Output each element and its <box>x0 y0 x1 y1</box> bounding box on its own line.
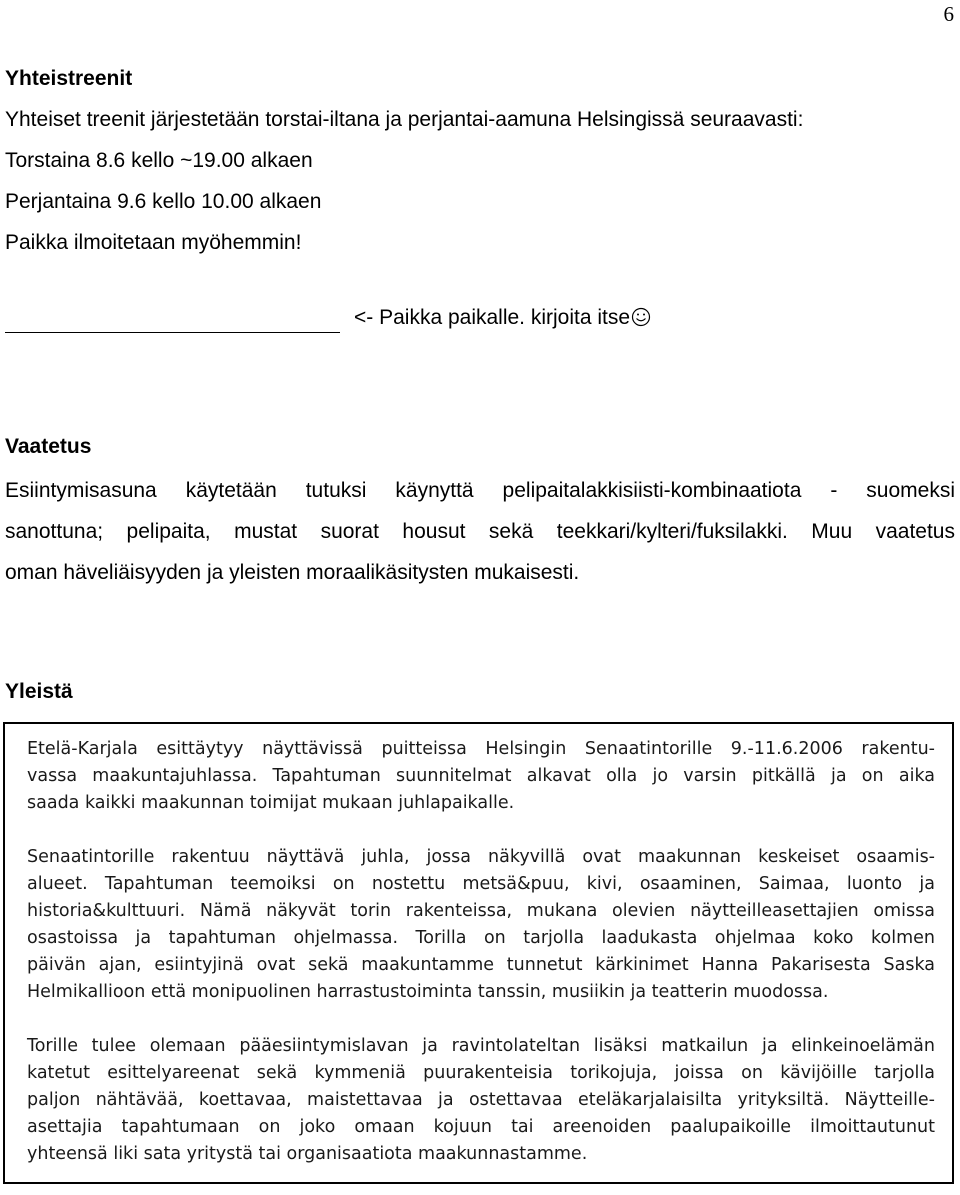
paragraph-line: Esiintymisasuna käytetään tutuksi käynyttä pelipaitalakkisiisti-kombinaatiota - suomeksi <box>5 479 955 502</box>
paragraph-line: Yhteiset treenit järjestetään torstai-iltana ja perjantai-aamuna Helsingissä seuraavasti: <box>5 108 804 131</box>
location-placeholder-row <box>5 303 955 333</box>
excerpt-line: osastoissa ja tapahtuman ohjelmassa. Torilla on tarjolla laadukasta ohjelmaa koko kolmen <box>27 928 935 948</box>
excerpt-line: Torille tulee olemaan pääesiintymislavan ja ravintolateltan lisäksi matkailun ja elinkeinoelämän <box>27 1036 935 1056</box>
excerpt-line: paljon nähtävää, koettavaa, maistettavaa ja ostettavaa eteläkarjalaisilta yrityksiltä. Näytteille- <box>27 1090 935 1110</box>
excerpt-line: asettajia tapahtumaan on joko omaan kojuun tai areenoiden paalupaikoille ilmoittautunut <box>27 1117 935 1137</box>
section-vaatetus <box>5 432 955 593</box>
blank-fill-line <box>5 312 340 333</box>
excerpt-paragraph <box>27 1033 935 1168</box>
paragraph-line: oman häveliäisyyden ja yleisten moraalikäsitysten mukaisesti. <box>5 561 580 584</box>
heading-yleista: Yleistä <box>5 680 73 703</box>
excerpt-paragraph <box>27 844 935 1006</box>
heading-vaatetus: Vaatetus <box>5 435 92 458</box>
excerpt-line: Helmikallioon että monipuolinen harrastustoiminta tanssin, musiikin ja teatterin muodossa. <box>27 982 829 1002</box>
excerpt-line: historia&kulttuuri. Nämä näkyvät torin rakenteissa, mukana olevien näytteilleasettajien omissa <box>27 901 935 921</box>
excerpt-line: vassa maakuntajuhlassa. Tapahtuman suunnitelmat alkavat olla jo varsin pitkällä ja on aika <box>27 766 935 786</box>
excerpt-line: saada kaikki maakunnan toimijat mukaan juhlapaikalle. <box>27 793 515 813</box>
excerpt-line: yhteensä liki sata yritystä tai organisaatiota maakunnastamme. <box>27 1144 588 1164</box>
heading-yhteistreenit: Yhteistreenit <box>5 67 133 90</box>
excerpt-line: alueet. Tapahtuman teemoiksi on nostettu metsä&puu, kivi, osaaminen, Saimaa, luonto ja <box>27 874 935 894</box>
section-yhteistreenit <box>5 64 955 333</box>
page-number: 6 <box>943 2 954 26</box>
location-placeholder-text: <- Paikka paikalle. kirjoita itse <box>354 306 631 329</box>
excerpt-line: Senaatintorille rakentuu näyttävä juhla, jossa näkyvillä ovat maakunnan keskeiset osaamis- <box>27 847 935 867</box>
paragraph-line: Paikka ilmoitetaan myöhemmin! <box>5 231 302 254</box>
excerpt-line: Etelä-Karjala esittäytyy näyttävissä puitteissa Helsingin Senaatintorille 9.-11.6.2006 rakentu- <box>27 739 935 759</box>
paragraph-line: Perjantaina 9.6 kello 10.00 alkaen <box>5 190 322 213</box>
vaatetus-paragraph <box>5 470 955 593</box>
paragraph-line: sanottuna; pelipaita, mustat suorat housut sekä teekkari/kylteri/fuksilakki. Muu vaatetus <box>5 520 955 543</box>
excerpt-line: päivän ajan, esiintyjinä ovat sekä maakuntamme tunnetut kärkinimet Hanna Pakarisesta Saska <box>27 955 935 975</box>
paragraph-line: Torstaina 8.6 kello ~19.00 alkaen <box>5 149 313 172</box>
excerpt-line: katetut esittelyareenat sekä kymmeniä puurakenteisia torikojuja, joissa on kävijöille tarjolla <box>27 1063 935 1083</box>
yleista-boxed-excerpt <box>3 722 954 1184</box>
smiley-icon <box>631 307 651 327</box>
excerpt-paragraph <box>27 736 935 817</box>
